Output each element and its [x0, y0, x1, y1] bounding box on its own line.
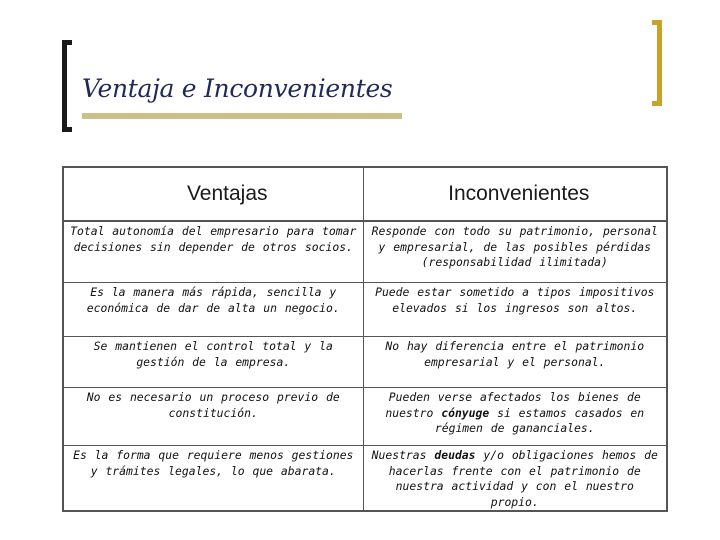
ventaja-cell: Es la forma que requiere menos gestiones y trámites legales, lo que abarata.	[63, 446, 363, 512]
right-bracket-decoration	[652, 20, 662, 106]
inconveniente-text: si estamos casados en régimen de gananciales.	[434, 405, 645, 435]
table-row	[63, 446, 667, 512]
ventaja-cell: Es la manera más rápida, sencilla y económica de dar de alta un negocio.	[63, 283, 363, 337]
highlighted-term: deudas	[434, 448, 476, 462]
left-bracket-decoration	[62, 40, 72, 132]
inconveniente-cell: No hay diferencia entre el patrimonio empresarial y el personal.	[363, 337, 667, 388]
ventaja-cell: Total autonomía del empresario para tomar decisiones sin depender de otros socios.	[63, 221, 363, 283]
table-row	[63, 283, 667, 337]
ventaja-cell: Se mantienen el control total y la gestión de la empresa.	[63, 337, 363, 388]
inconveniente-text: Nuestras	[371, 448, 435, 462]
inconveniente-cell	[363, 446, 667, 512]
header-ventajas: Ventajas	[63, 167, 363, 221]
table-row	[63, 337, 667, 388]
slide-title: Ventaja e Inconvenientes	[82, 74, 393, 103]
table-row	[63, 388, 667, 446]
inconveniente-text: Pueden verse afectados los bienes de nuestro	[385, 390, 641, 420]
inconveniente-text: y/o obligaciones hemos de hacerlas frente con el patrimonio de nuestra actividad y con el nuestro propio.	[388, 448, 658, 509]
inconveniente-cell: Puede estar sometido a tipos impositivos elevados si los ingresos son altos.	[363, 283, 667, 337]
header-inconvenientes: Inconvenientes	[363, 167, 667, 221]
comparison-table	[62, 166, 668, 512]
table-header-row	[63, 167, 667, 221]
inconveniente-cell	[363, 388, 667, 446]
title-underline	[82, 113, 402, 119]
highlighted-term: cónyuge	[441, 405, 490, 420]
inconveniente-cell: Responde con todo su patrimonio, personal y empresarial, de las posibles pérdidas (responsabilidad ilimitada)	[363, 221, 667, 283]
table-row	[63, 221, 667, 283]
ventaja-cell: No es necesario un proceso previo de constitución.	[63, 388, 363, 446]
